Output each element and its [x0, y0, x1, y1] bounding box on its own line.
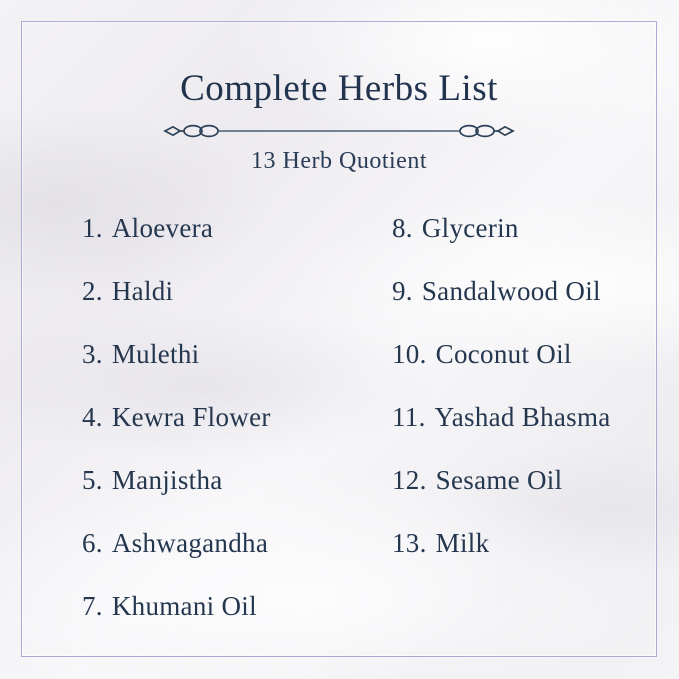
herb-number: 10. [392, 339, 427, 369]
list-item [82, 213, 392, 276]
herb-name: Yashad Bhasma [434, 402, 611, 432]
herb-list-column-right [392, 213, 637, 654]
herb-number: 12. [392, 465, 427, 495]
herb-name: Haldi [111, 276, 174, 306]
herb-number: 8. [392, 213, 413, 243]
herb-name: Ashwagandha [111, 528, 269, 558]
herb-list-column-left [82, 213, 392, 654]
herb-number: 9. [392, 276, 413, 306]
list-item [392, 402, 637, 465]
list-item [392, 339, 637, 402]
herb-name: Kewra Flower [111, 402, 271, 432]
list-item [392, 465, 637, 528]
herb-number: 3. [82, 339, 103, 369]
list-item [82, 276, 392, 339]
herb-list [82, 213, 637, 654]
list-item [82, 591, 392, 654]
list-item [392, 213, 637, 276]
page-title: Complete Herbs List [180, 68, 498, 109]
herb-name: Glycerin [421, 213, 519, 243]
herb-number: 4. [82, 402, 103, 432]
herb-number: 6. [82, 528, 103, 558]
herb-name: Mulethi [111, 339, 200, 369]
herb-name: Khumani Oil [111, 591, 257, 621]
herb-number: 1. [82, 213, 103, 243]
list-item [82, 465, 392, 528]
list-item [82, 402, 392, 465]
herb-name: Manjistha [111, 465, 223, 495]
herb-name: Coconut Oil [435, 339, 572, 369]
subtitle-herb-quotient: 13 Herb Quotient [251, 148, 427, 174]
herb-name: Sandalwood Oil [421, 276, 601, 306]
list-item [82, 339, 392, 402]
herb-number: 2. [82, 276, 103, 306]
list-item [392, 276, 637, 339]
infinity-scroll-divider-icon [163, 122, 515, 140]
herb-number: 5. [82, 465, 103, 495]
herb-name: Sesame Oil [435, 465, 563, 495]
herb-number: 13. [392, 528, 427, 558]
herb-number: 7. [82, 591, 103, 621]
list-item [392, 528, 637, 591]
list-item [82, 528, 392, 591]
herb-name: Aloevera [111, 213, 214, 243]
herb-name: Milk [435, 528, 490, 558]
herbs-infographic [21, 21, 657, 657]
herb-number: 11. [392, 402, 426, 432]
